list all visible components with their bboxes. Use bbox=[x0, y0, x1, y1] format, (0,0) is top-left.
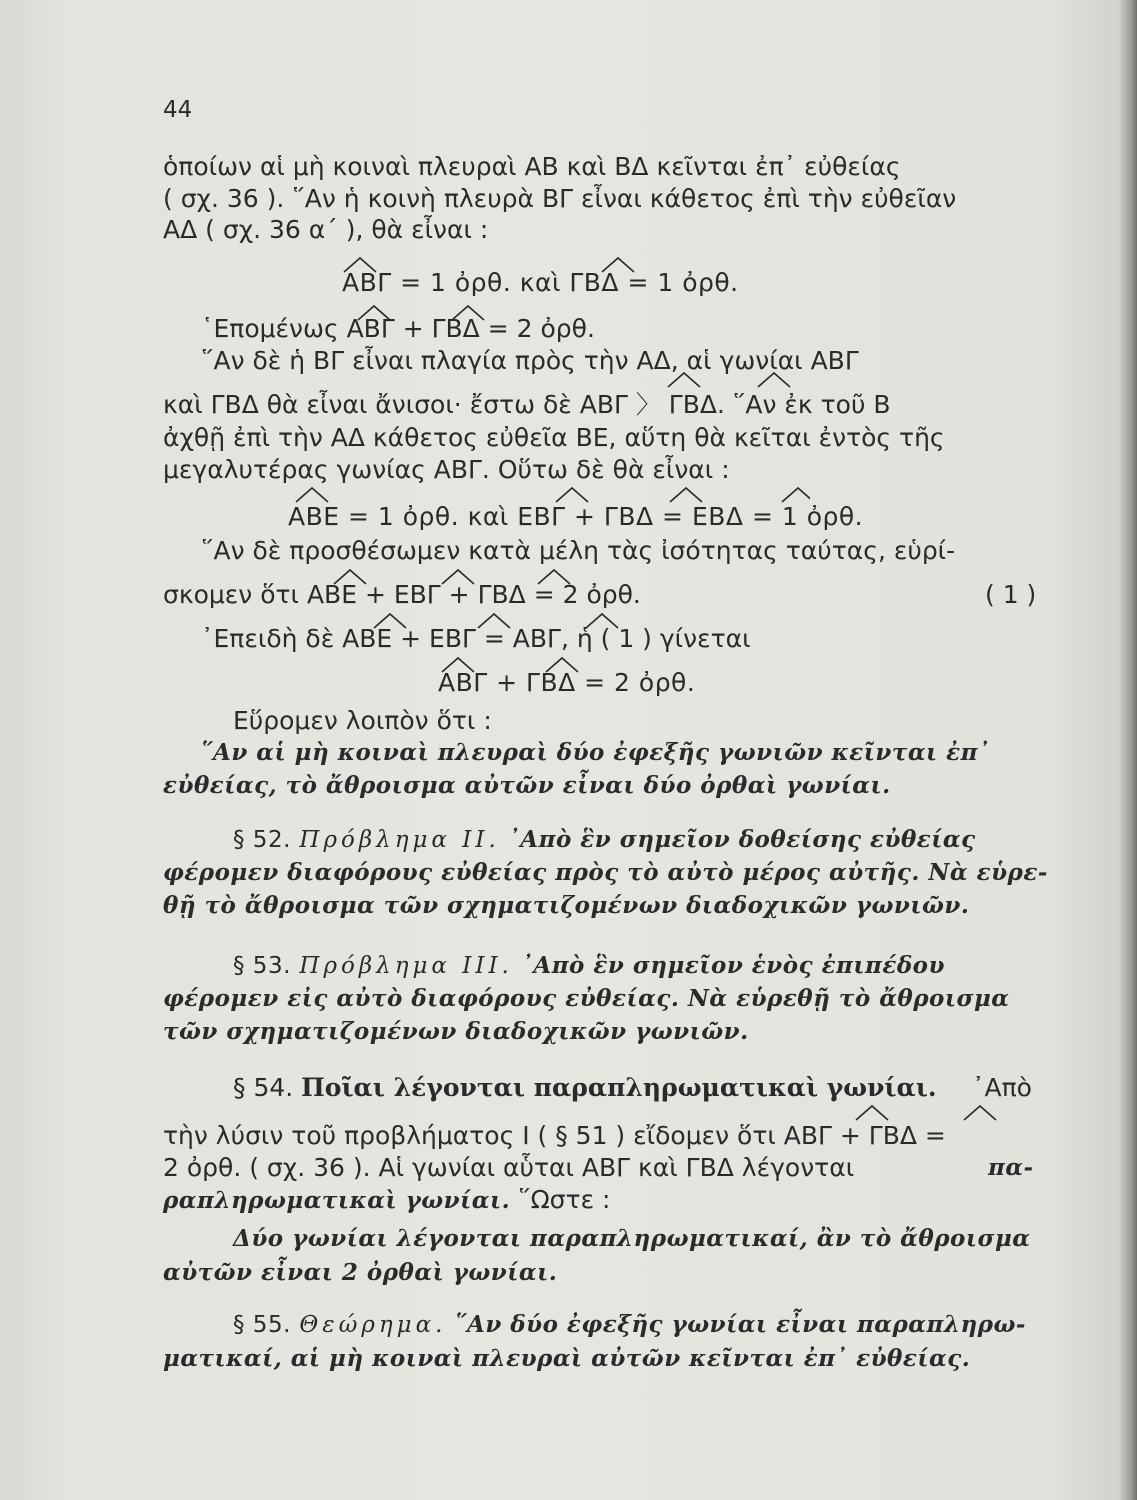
definition-line: αὐτῶν εἶναι 2 ὀρθαὶ γωνίαι. bbox=[163, 1259, 558, 1286]
text-line: ἀχθῇ ἐπὶ τὴν ΑΔ κάθετος εὐθεῖα ΒΕ, αὕτη θὰ κεῖται ἐντὸς τῆς bbox=[163, 423, 945, 452]
section-text: ᾿Απὸ ἓν σημεῖον ἑνὸς ἐπιπέδου bbox=[521, 952, 945, 979]
text: ῞Ωστε : bbox=[518, 1185, 611, 1214]
text-line-mixed bbox=[163, 1185, 610, 1216]
italic-term: ραπληρωματικαὶ γωνίαι. bbox=[163, 1187, 511, 1214]
section-55-line bbox=[233, 1310, 1026, 1340]
section-53-line bbox=[233, 951, 945, 981]
theorem-line: εὐθείας, τὸ ἄθροισμα αὐτῶν εἶναι δύο ὀρθαὶ γωνίαι. bbox=[163, 772, 891, 799]
text-line: μεγαλυτέρας γωνίας ΑΒΓ. Οὕτω δὲ θὰ εἶναι : bbox=[163, 455, 730, 484]
text-line: καὶ ΓΒΔ θὰ εἶναι ἄνισοι· ἔστω δὲ ΑΒΓ 〉 ΓΒΔ. ῞Αν ἐκ τοῦ Β bbox=[163, 390, 891, 419]
text-line: τὴν λύσιν τοῦ προβλήματος Ι ( § 51 ) εἴδομεν ὅτι ΑΒΓ + ΓΒΔ = bbox=[163, 1121, 946, 1150]
text-line: ΑΔ ( σχ. 36 α΄ ), θὰ εἶναι : bbox=[163, 215, 489, 244]
text-line: σκομεν ὅτι ΑΒΕ + ΕΒΓ + ΓΒΔ = 2 ὀρθ. bbox=[163, 580, 641, 609]
section-text: ῞Αν δύο ἐφεξῆς γωνίαι εἶναι παραπληρω- bbox=[454, 1311, 1026, 1338]
equation-number: ( 1 ) bbox=[985, 580, 1037, 609]
definition-line: Δύο γωνίαι λέγονται παραπληρωματικαί, ἂν τὸ ἄθροισμα bbox=[233, 1225, 1031, 1252]
section-text: τῶν σχηματιζομένων διαδοχικῶν γωνιῶν. bbox=[163, 1018, 749, 1045]
equation-line: ΑΒΓ + ΓΒΔ = 2 ὀρθ. bbox=[438, 668, 696, 697]
text-line: ὁποίων αἱ μὴ κοιναὶ πλευραὶ ΑΒ καὶ ΒΔ κεῖνται ἐπ᾽ εὐθείας bbox=[163, 152, 901, 181]
text-line: 2 ὀρθ. ( σχ. 36 ). Αἱ γωνίαι αὗται ΑΒΓ καὶ ΓΒΔ λέγονται bbox=[163, 1153, 855, 1182]
section-number: § 55. bbox=[233, 1312, 291, 1338]
section-title: Πρόβλημα ΙΙΙ. bbox=[299, 953, 513, 979]
equation-line: ΑΒΓ = 1 ὀρθ. καὶ ΓΒΔ = 1 ὀρθ. bbox=[342, 268, 739, 297]
text-line: ῾Επομένως ΑΒΓ + ΓΒΔ = 2 ὀρθ. bbox=[201, 314, 595, 343]
theorem-line: ῞Αν αἱ μὴ κοιναὶ πλευραὶ δύο ἐφεξῆς γωνιῶν κεῖνται ἐπ᾽ bbox=[201, 739, 990, 766]
section-title: Θεώρημα. bbox=[299, 1312, 447, 1338]
section-number: § 52. bbox=[233, 827, 291, 853]
text-line: ῞Αν δὲ προσθέσωμεν κατὰ μέλη τὰς ἰσότητας ταύτας, εὑρί- bbox=[201, 536, 956, 565]
section-text: φέρομεν διαφόρους εὐθείας πρὸς τὸ αὐτὸ μέρος αὐτῆς. Νὰ εὑρε- bbox=[163, 859, 1048, 886]
section-text: ᾿Απὸ ἓν σημεῖον δοθείσης εὐθείας bbox=[508, 826, 976, 853]
text-line: ( σχ. 36 ). ῞Αν ἡ κοινὴ πλευρὰ ΒΓ εἶναι κάθετος ἐπὶ τὴν εὐθεῖαν bbox=[163, 184, 957, 213]
section-text: ματικαί, αἱ μὴ κοιναὶ πλευραὶ αὐτῶν κεῖνται ἐπ᾽ εὐθείας. bbox=[163, 1345, 971, 1372]
section-52-line bbox=[233, 825, 976, 855]
page-number: 44 bbox=[163, 97, 193, 123]
section-number: § 53. bbox=[233, 953, 291, 979]
text-line: πα- bbox=[988, 1154, 1034, 1181]
text-line: ῞Αν δὲ ἡ ΒΓ εἶναι πλαγία πρὸς τὴν ΑΔ, αἱ γωνίαι ΑΒΓ bbox=[201, 346, 859, 375]
section-number: § 54. bbox=[233, 1073, 294, 1102]
section-title: Ποῖαι λέγονται παραπληρωματικαὶ γωνίαι. bbox=[301, 1073, 937, 1102]
text-line: Εὕρομεν λοιπὸν ὅτι : bbox=[233, 706, 492, 735]
equation-line: ΑΒΕ = 1 ὀρθ. καὶ ΕΒΓ + ΓΒΔ = ΕΒΔ = 1 ὀρθ. bbox=[288, 502, 864, 531]
text-line: ᾿Επειδὴ δὲ ΑΒΕ + ΕΒΓ = ΑΒΓ, ἡ ( 1 ) γίνεται bbox=[201, 624, 751, 653]
angle-marks bbox=[660, 365, 860, 393]
text-line: ᾿Απὸ bbox=[972, 1073, 1032, 1102]
section-54-line bbox=[233, 1073, 937, 1103]
section-text: φέρομεν εἰς αὐτὸ διαφόρους εὐθείας. Νὰ εὑρεθῇ τὸ ἄθροισμα bbox=[163, 985, 1010, 1012]
section-text: θῇ τὸ ἄθροισμα τῶν σχηματιζομένων διαδοχικῶν γωνιῶν. bbox=[163, 892, 970, 919]
page-edge-shadow bbox=[1119, 0, 1137, 1500]
section-title: Πρόβλημα ΙΙ. bbox=[299, 827, 500, 853]
